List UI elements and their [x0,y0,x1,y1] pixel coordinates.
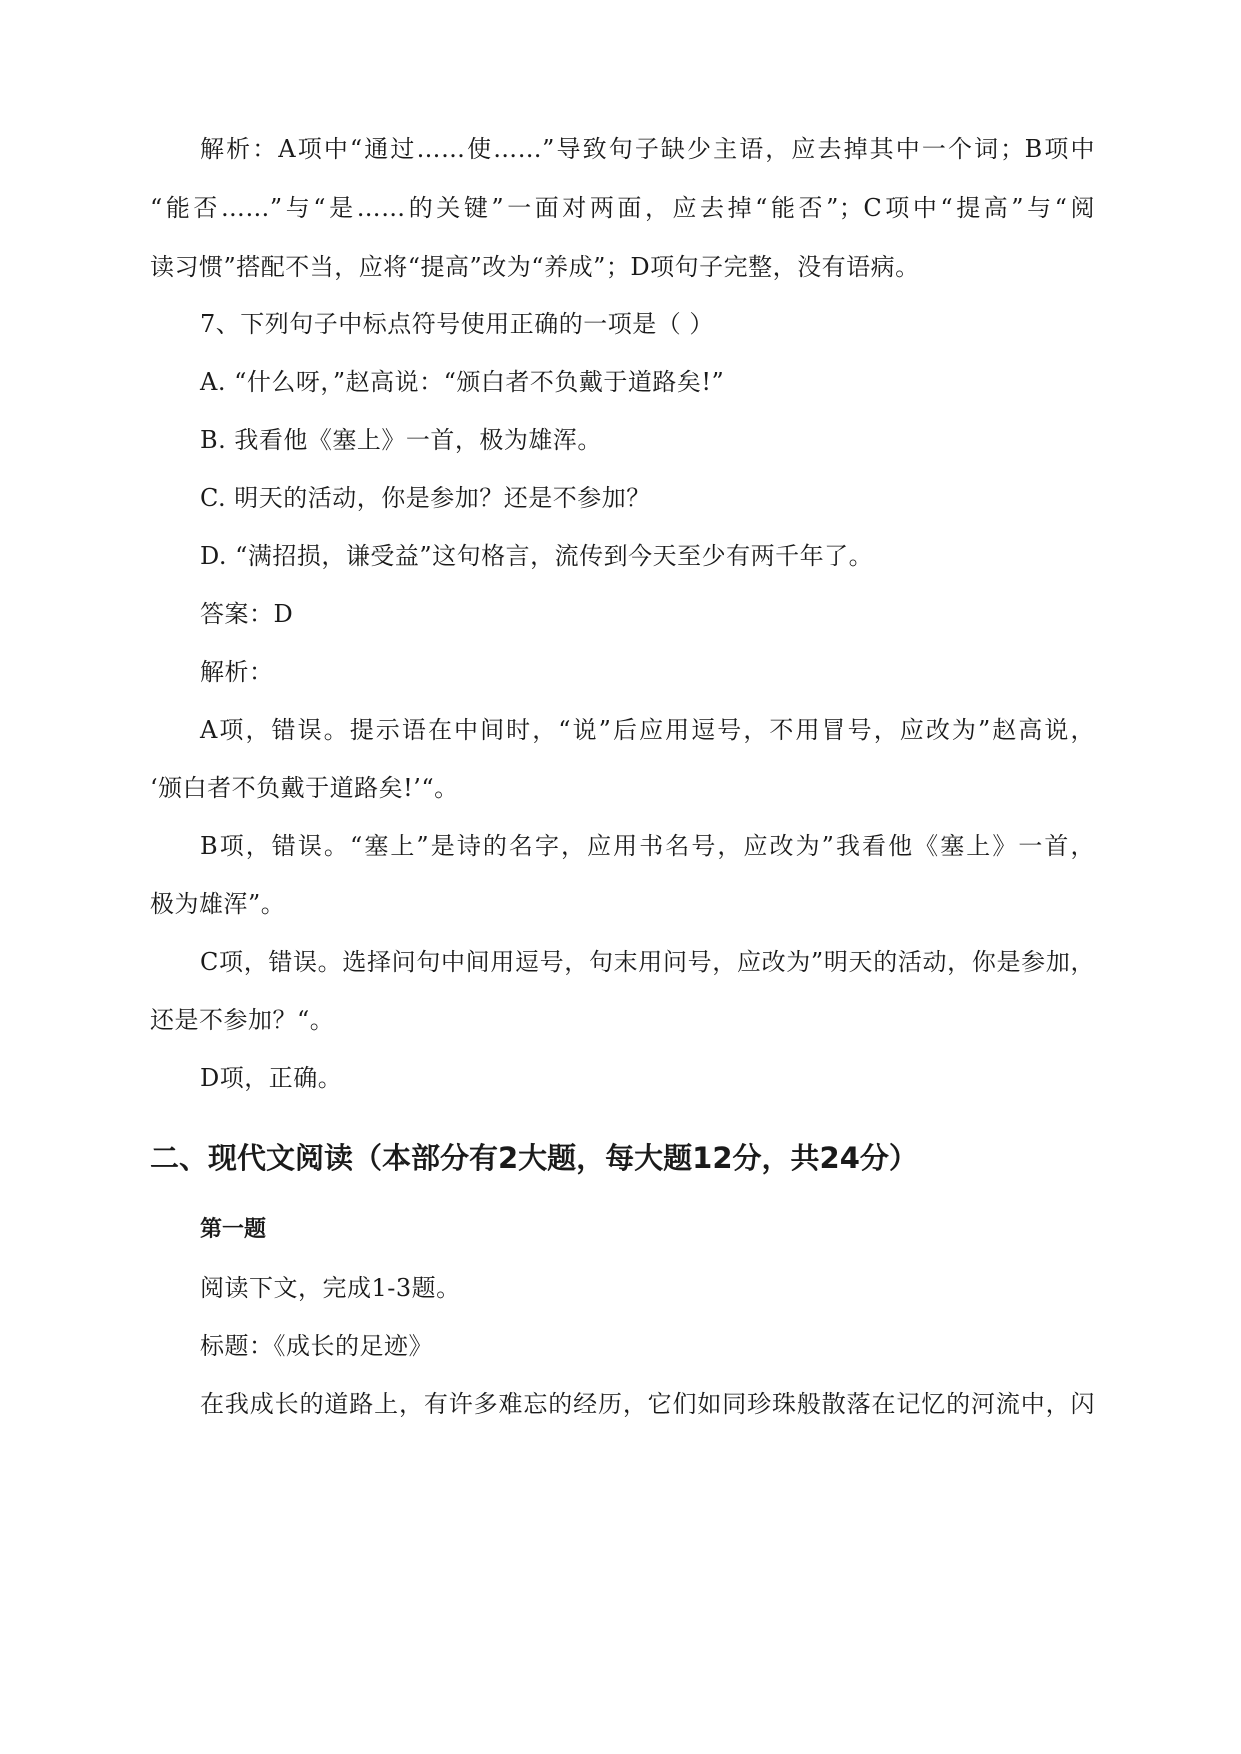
answer: 答案：D [200,600,294,628]
analysis-q6-line-2: “能否……”与“是……的关键”一面对两面，应去掉“能否”；C项中“提高”与“阅 [150,194,1095,222]
analysis-q6-line-1: 解析：A项中“通过……使……”导致句子缺少主语，应去掉其中一个词；B项中 [200,135,1095,163]
option-c: C. 明天的活动，你是参加？还是不参加？ [200,484,651,512]
part-1-title: 第一题 [200,1217,267,1242]
question-7-stem: 7、下列句子中标点符号使用正确的一项是（ ） [200,310,714,338]
analysis-c-line-1: C项，错误。选择问句中间用逗号，句末用问号，应改为”明天的活动，你是参加， [200,948,1095,976]
analysis-a-line-1: A项，错误。提示语在中间时，“说”后应用逗号，不用冒号，应改为”赵高说， [200,716,1095,744]
option-a: A. “什么呀，”赵高说：“颁白者不负戴于道路矣!” [200,368,725,396]
section-2-title: 二、现代文阅读（本部分有2大题，每大题12分，共24分） [150,1141,918,1175]
article-paragraph-1-line-1: 在我成长的道路上，有许多难忘的经历，它们如同珍珠般散落在记忆的河流中，闪 [200,1390,1095,1418]
reading-instruction: 阅读下文，完成1-3题。 [200,1274,461,1302]
analysis-d-line-1: D项，正确。 [200,1064,343,1092]
option-d: D. “满招损，谦受益”这句格言，流传到今天至少有两千年了。 [200,542,874,570]
analysis-c-line-2: 还是不参加？“。 [150,1006,335,1034]
analysis-a-line-2: ‘颁白者不负戴于道路矣!’“。 [150,774,459,802]
analysis-q6-line-3: 读习惯”搭配不当，应将“提高”改为“养成”；D项句子完整，没有语病。 [150,253,920,281]
article-title: 标题：《成长的足迹》 [200,1332,433,1360]
analysis-label: 解析： [200,658,274,686]
option-b: B. 我看他《塞上》一首，极为雄浑。 [200,426,602,454]
analysis-b-line-2: 极为雄浑”。 [150,890,286,918]
analysis-b-line-1: B项，错误。“塞上”是诗的名字，应用书名号，应改为”我看他《塞上》一首， [200,832,1095,860]
